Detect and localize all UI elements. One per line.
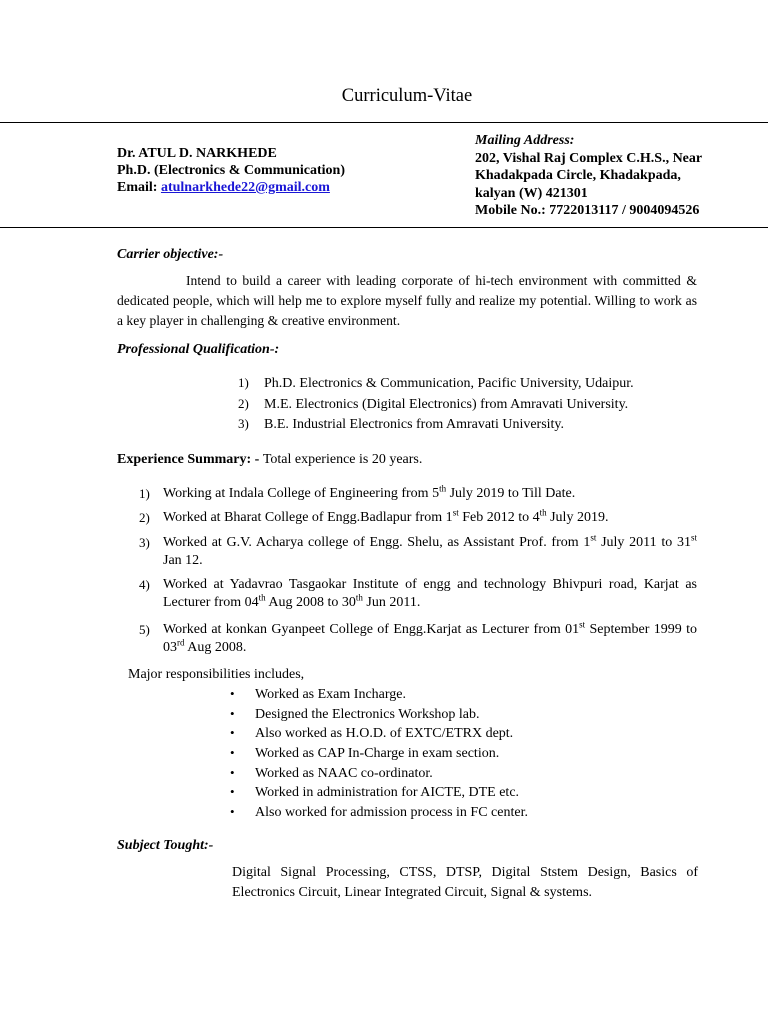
objective-heading: Carrier objective:- [117, 247, 224, 262]
address-line-2: Khadakpada Circle, Khadakpada, [475, 168, 681, 183]
mailing-address-label: Mailing Address: [475, 133, 575, 148]
experience-item: 1) Working at Indala College of Engineering from 5th July 2019 to Till Date. [139, 483, 576, 501]
responsibility-item: • Worked in administration for AICTE, DTE etc. [230, 784, 520, 800]
subjects-text: Digital Signal Processing, CTSS, DTSP, Digital Ststem Design, Basics of Electronics Circuit, Linear Integrated Circuit, Signal & systems. [232, 865, 698, 900]
address-line-3: kalyan (W) 421301 [475, 185, 588, 201]
contact-block [117, 145, 345, 196]
mailing-address-block [475, 132, 702, 220]
responsibility-item: • Also worked as H.O.D. of EXTC/ETRX dept. [230, 725, 514, 741]
experience-item: 2) Worked at Bharat College of Engg.Badlapur from 1st Feb 2012 to 4th July 2019. [139, 507, 609, 525]
objective-paragraph [117, 271, 697, 331]
header-top-rule [0, 122, 768, 123]
responsibilities-heading: Major responsibilities includes, [128, 667, 305, 682]
qualification-item: 2) M.E. Electronics (Digital Electronics) from Amravati University. [238, 396, 629, 412]
experience-heading: Experience Summary: - [117, 452, 263, 467]
email-line [117, 179, 345, 196]
candidate-name: Dr. ATUL D. NARKHEDE [117, 146, 277, 161]
experience-item: 4) Worked at Yadavrao Tasgaokar Institute of engg and technology Bhivpuri road, Karjat as Lecturer from 04th Aug 2008 to 30th Jun 2011. [139, 577, 697, 610]
objective-text: Intend to build a career with leading corporate of hi-tech environment with committed & dedicated people, which will help me to explore myself fully and realize my potential. Willing to work as a key player in challenging & creative environment. [117, 273, 697, 328]
responsibility-item: • Also worked for admission process in FC center. [230, 804, 528, 820]
address-line-1: 202, Vishal Raj Complex C.H.S., Near [475, 150, 703, 166]
mobile-number: Mobile No.: 7722013117 / 9004094526 [475, 203, 700, 218]
experience-summary [117, 452, 422, 468]
document-title: Curriculum-Vitae [341, 86, 473, 106]
subjects-heading: Subject Tought:- [117, 838, 214, 853]
experience-item: 5) Worked at konkan Gyanpeet College of Engg.Karjat as Lecturer from 01st September 1999 to 03rd Aug 2008. [139, 619, 697, 655]
responsibility-item: • Worked as NAAC co-ordinator. [230, 765, 433, 781]
experience-total: Total experience is 20 years. [262, 452, 423, 467]
qualification-item: 3) B.E. Industrial Electronics from Amravati University. [238, 416, 565, 432]
qualification-item: 1) Ph.D. Electronics & Communication, Pacific University, Udaipur. [238, 375, 634, 391]
responsibility-item: • Worked as CAP In-Charge in exam section. [230, 745, 500, 761]
email-label: Email: [117, 180, 161, 195]
responsibility-item: • Designed the Electronics Workshop lab. [230, 706, 480, 722]
candidate-degree: Ph.D. (Electronics & Communication) [117, 163, 345, 178]
email-link[interactable]: atulnarkhede22@gmail.com [160, 180, 330, 195]
qualification-heading: Professional Qualification-: [117, 342, 280, 357]
experience-item: 3) Worked at G.V. Acharya college of Engg. Shelu, as Assistant Prof. from 1st July 2011 to 31st Jan 12. [139, 532, 697, 568]
header-bottom-rule [0, 227, 768, 228]
responsibility-item: • Worked as Exam Incharge. [230, 686, 406, 702]
